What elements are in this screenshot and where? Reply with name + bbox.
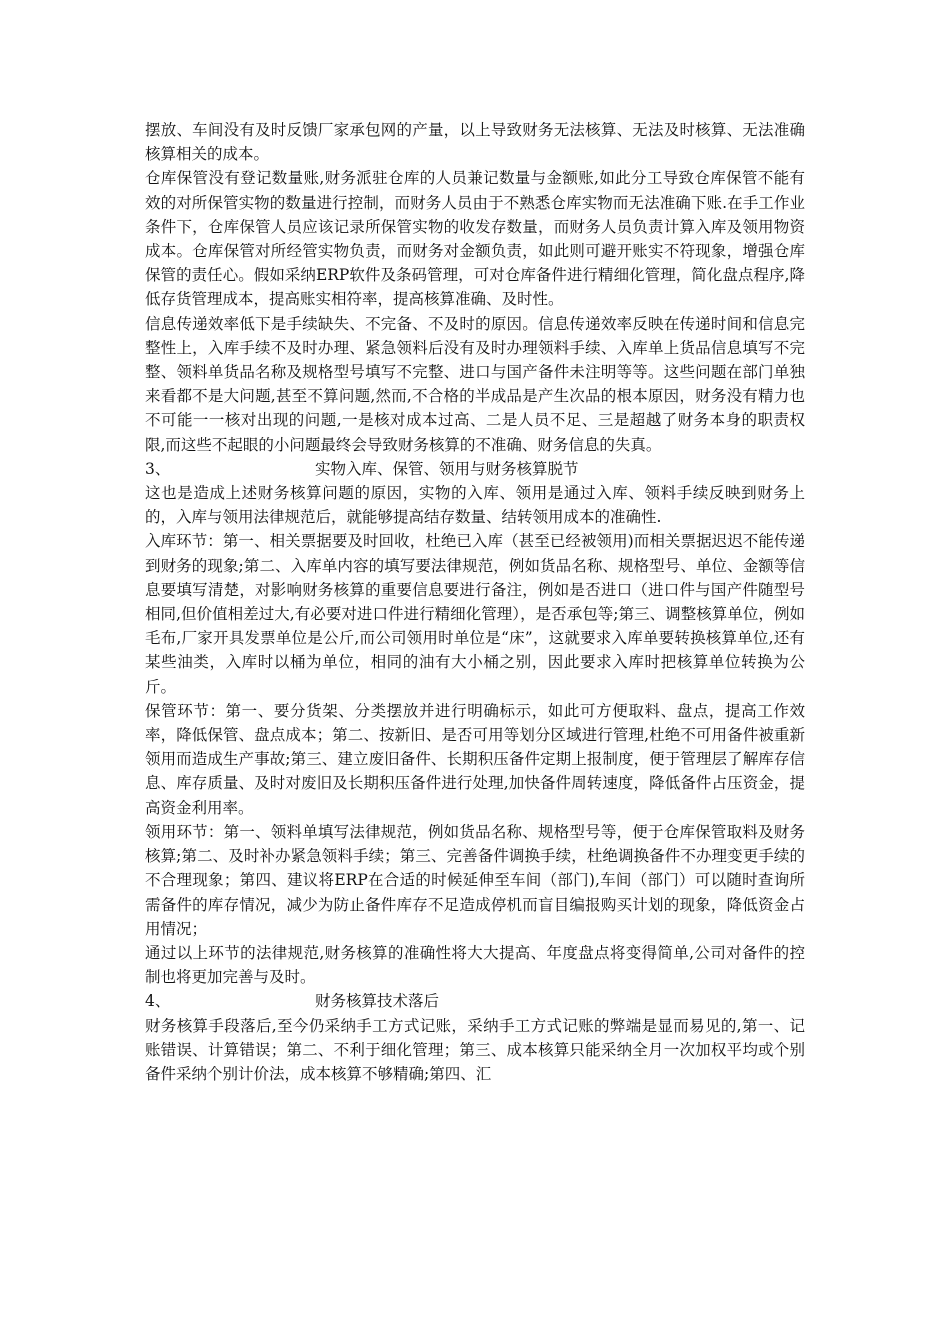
section-heading-3 <box>145 457 805 481</box>
section-title-4: 财务核算技术落后 <box>315 992 440 1011</box>
paragraph-summary: 通过以上环节的法律规范,财务核算的准确性将大大提高、年度盘点将变得简单,公司对备件的控制也将更加完善与及时。 <box>145 943 805 987</box>
paragraph-accounting: 财务核算手段落后,至今仍采纳手工方式记账，采纳手工方式记账的弊端是显而易见的,第一、记账错误、计算错误；第二、不利于细化管理；第三、成本核算只能采纳全月一次加权平均或个别备件采纳个别计价法，成本核算不够精确;第四、汇 <box>145 1016 805 1083</box>
paragraph-2: 仓库保管没有登记数量账,财务派驻仓库的人员兼记数量与金额账,如此分工导致仓库保管不能有效的对所保管实物的数量进行控制，而财务人员由于不熟悉仓库实物而无法准确下账.在手工作业条件下，仓库保管人员应该记录所保管实物的收发存数量，而财务人员负责计算入库及领用物资成本。仓库保管对所经管实物负责，而财务对金额负责，如此则可避开账实不符现象，增强仓库保管的责任心。假如采纳ERP软件及条码管理，可对仓库备件进行精细化管理，简化盘点程序,降低存货管理成本，提高账实相符率，提高核算准确、及时性。 <box>145 169 805 309</box>
paragraph-requisition: 领用环节：第一、领料单填写法律规范，例如货品名称、规格型号等，便于仓库保管取料及财务核算;第二、及时补办紧急领料手续；第三、完善备件调换手续，杜绝调换备件不办理变更手续的不合理现象；第四、建议将ERP在合适的时候延伸至车间（部门),车间（部门）可以随时查询所需备件的库存情况，减少为防止备件库存不足造成停机而盲目编报购买计划的现象，降低资金占用情况； <box>145 822 805 938</box>
document-page <box>145 118 805 1086</box>
section-number-4: 4、 <box>145 992 171 1011</box>
paragraph-1: 摆放、车间没有及时反馈厂家承包网的产量，以上导致财务无法核算、无法及时核算、无法准确核算相关的成本。 <box>145 121 805 164</box>
section-number-3: 3、 <box>145 459 171 478</box>
section-title-3: 实物入库、保管、领用与财务核算脱节 <box>315 459 579 478</box>
section-heading-4 <box>145 989 805 1013</box>
paragraph-storage: 保管环节：第一、要分货架、分类摆放并进行明确标示，如此可方便取料、盘点，提高工作效率，降低保管、盘点成本；第二、按新旧、是否可用等划分区域进行管理,杜绝不可用备件被重新领用而造成生产事故;第三、建立废旧备件、长期积压备件定期上报制度，便于管理层了解库存信息、库存质量、及时对废旧及长期积压备件进行处理,加快备件周转速度，降低备件占压资金，提高资金利用率。 <box>145 701 805 817</box>
paragraph-4: 这也是造成上述财务核算问题的原因，实物的入库、领用是通过入库、领料手续反映到财务上的，入库与领用法律规范后，就能够提高结存数量、结转领用成本的准确性. <box>145 484 805 527</box>
paragraph-3: 信息传递效率低下是手续缺失、不完备、不及时的原因。信息传递效率反映在传递时间和信息完整性上，入库手续不及时办理、紧急领料后没有及时办理领料手续、入库单上货品信息填写不完整、领料单货品名称及规格型号填写不完整、进口与国产备件未注明等等。这些问题在部门单独来看都不是大问题,甚至不算问题,然而,不合格的半成品是产生次品的根本原因，财务没有精力也不可能一一核对出现的问题,一是核对成本过高、二是人员不足、三是超越了财务本身的职责权限,而这些不起眼的小问题最终会导致财务核算的不准确、财务信息的失真。 <box>145 314 805 454</box>
paragraph-inbound: 入库环节：第一、相关票据要及时回收，杜绝已入库（甚至已经被领用)而相关票据迟迟不能传递到财务的现象;第二、入库单内容的填写要法律规范，例如货品名称、规格型号、单位、金额等信息要填写清楚，对影响财务核算的重要信息要进行备注，例如是否进口（进口件与国产件随型号相同,但价值相差过大,有必要对进口件进行精细化管理），是否承包等;第三、调整核算单位，例如毛布,厂家开具发票单位是公斤,而公司领用时单位是“床”，这就要求入库单要转换核算单位,还有某些油类，入库时以桶为单位，相同的油有大小桶之别，因此要求入库时把核算单位转换为公斤。 <box>145 532 805 696</box>
